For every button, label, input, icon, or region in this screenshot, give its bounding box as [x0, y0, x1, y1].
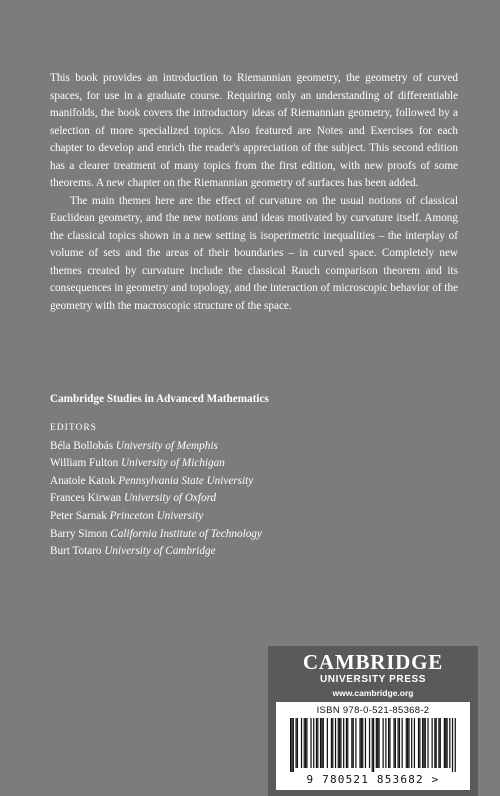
editor-institution: California Institute of Technology: [110, 527, 262, 540]
barcode-bar: [419, 718, 420, 768]
editor-name: Peter Sarnak: [50, 509, 107, 522]
editor-entry: [50, 526, 262, 544]
barcode-bar: [305, 718, 306, 768]
barcode-bar: [397, 718, 398, 768]
barcode-bar: [327, 718, 328, 768]
barcode-bar: [399, 718, 400, 768]
barcode-bar: [436, 718, 437, 768]
barcode-bar: [316, 718, 317, 768]
barcode-bar: [388, 718, 389, 768]
barcode-bar: [365, 718, 366, 768]
barcode-bar: [408, 718, 409, 768]
barcode-bar: [411, 718, 412, 768]
editor-name: Frances Kirwan: [50, 492, 122, 505]
series-title: Cambridge Studies in Advanced Mathematics: [50, 393, 269, 405]
barcode-bar: [407, 718, 408, 768]
barcode-bar: [444, 718, 445, 768]
barcode-bar: [385, 718, 386, 768]
barcode-bar: [293, 718, 294, 772]
barcode-bar: [346, 718, 347, 768]
editor-name: Barry Simon: [50, 527, 108, 540]
barcode-bar: [310, 718, 311, 768]
barcode-bar: [445, 718, 446, 768]
editor-entry: [50, 490, 262, 508]
barcode-bar: [304, 718, 305, 768]
editor-name: Béla Bollobás: [50, 439, 114, 452]
book-description: [50, 70, 458, 315]
editor-entry: [50, 438, 262, 456]
barcode-bar: [355, 718, 356, 768]
barcode-bar: [438, 718, 439, 768]
barcode-bar: [383, 718, 384, 768]
publisher-name: CAMBRIDGE: [302, 650, 444, 674]
barcode-bar: [339, 718, 340, 768]
barcode-bar: [320, 718, 321, 768]
barcode-bar: [422, 718, 423, 768]
editor-name: William Fulton: [50, 457, 119, 470]
barcode-bar: [291, 718, 292, 772]
barcode-bar: [290, 718, 291, 772]
barcode-image: [290, 718, 456, 772]
isbn-label: ISBN 978-0-521-85368-2: [316, 705, 430, 716]
barcode-bar: [425, 718, 426, 768]
description-paragraph-2: The main themes here are the effect of curvature on the usual notions of classical Euclidean geometry, and the new notions and ideas motivated by curvature itself. Among the classical topics shown in a new setting is isoperimetric inequalities – the interplay of volume of sets and the areas of their boundaries – in curved space. Completely new themes created by curvature include the classical Rauch comparison theorem and its consequences in geometry and topology, and the interaction of microscopic behavior of the geometry with the macroscopic structure of the space.: [50, 194, 458, 312]
editors-list: [50, 420, 262, 561]
barcode-bar: [414, 718, 415, 768]
barcode-bar: [434, 718, 435, 768]
editor-institution: University of Memphis: [115, 439, 218, 452]
barcode-bar: [395, 718, 396, 768]
barcode-bar: [389, 718, 390, 768]
editor-institution: University of Cambridge: [104, 545, 216, 558]
barcode-bar: [378, 718, 379, 768]
barcode-bar: [340, 718, 341, 768]
publisher-panel: [268, 646, 478, 796]
editor-entry: [50, 473, 262, 491]
barcode-bar: [449, 718, 450, 768]
barcode-bar: [373, 718, 374, 772]
barcode-bar: [393, 718, 394, 768]
description-paragraph-1: This book provides an introduction to Riemannian geometry, the geometry of curved spaces, for use in a graduate course. Requiring only an understanding of differentiable manifolds, the book covers the introductory ideas of Riemannian geometry, followed by a selection of more specialized topics. Also featured are Notes and Exercises for each chapter to develop and enrich the reader's appreciation of the subject. This second edition has a clearer treatment of many topics from the first edition, with new proofs of some theorems. A new chapter on the Riemannian geometry of surfaces has been added.: [50, 72, 458, 189]
barcode-bar: [440, 718, 441, 768]
editor-entry: [50, 543, 262, 561]
barcode-bar: [317, 718, 318, 768]
editors-heading: EDITORS: [50, 423, 97, 433]
barcode-bar: [372, 718, 373, 772]
editor-institution: University of Michigan: [121, 457, 225, 470]
barcode-bar: [301, 718, 302, 768]
barcode-bar: [446, 718, 447, 768]
barcode-bar: [335, 718, 336, 768]
barcode-bar: [418, 718, 419, 768]
barcode-bar: [323, 718, 324, 768]
barcode-bar: [351, 718, 352, 768]
barcode-bar: [427, 718, 428, 768]
barcode-bar: [361, 718, 362, 768]
barcode-bar: [313, 718, 314, 768]
barcode-bar: [332, 718, 333, 768]
barcode-bar: [452, 718, 453, 772]
barcode-bar: [331, 718, 332, 768]
barcode-bar: [362, 718, 363, 768]
editor-name: Anatole Katok: [50, 474, 116, 487]
barcode-bar: [369, 718, 370, 768]
barcode-panel: [276, 702, 470, 790]
editor-entry: [50, 455, 262, 473]
barcode-bar: [423, 718, 424, 768]
barcode-bar: [432, 718, 433, 768]
barcode-bar: [376, 718, 377, 768]
barcode-bar: [295, 718, 296, 768]
publisher-url: www.cambridge.org: [332, 688, 414, 698]
barcode-bar: [297, 718, 298, 768]
editor-entry: [50, 508, 262, 526]
barcode-bar: [402, 718, 403, 768]
publisher-subtitle: UNIVERSITY PRESS: [319, 674, 427, 685]
barcode-bar: [455, 718, 456, 772]
barcode-bar: [359, 718, 360, 768]
barcode-bar: [338, 718, 339, 768]
editor-institution: Princeton University: [109, 509, 204, 522]
barcode-bar: [306, 718, 307, 768]
barcode-bar: [343, 718, 344, 768]
editor-institution: Pennsylvania State University: [118, 474, 254, 487]
barcode-bar: [377, 718, 378, 768]
barcode-bar: [353, 718, 354, 768]
editor-institution: University of Oxford: [123, 492, 217, 505]
editor-name: Burt Totaro: [50, 545, 102, 558]
barcode-bar: [321, 718, 322, 768]
barcode-number: 9 780521 853682 >: [306, 773, 440, 786]
barcode-bar: [406, 718, 407, 768]
barcode-bar: [347, 718, 348, 768]
